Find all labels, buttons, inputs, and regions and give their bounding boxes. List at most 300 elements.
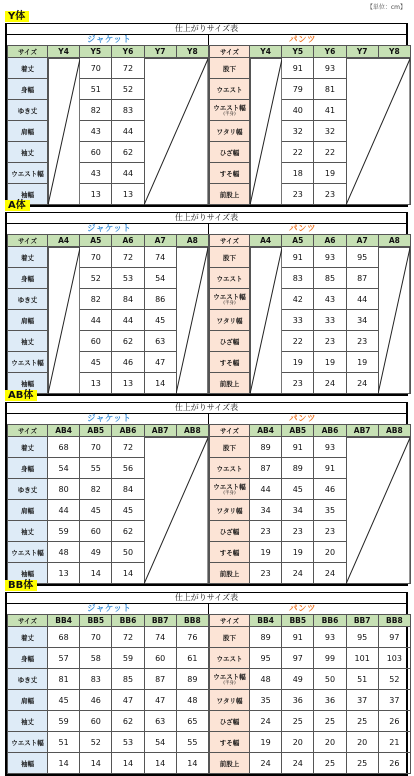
empty-size-cell bbox=[378, 121, 410, 142]
size-header-cell: A6 bbox=[112, 235, 144, 247]
measurement-value: 23 bbox=[282, 184, 314, 205]
measurement-label bbox=[8, 711, 48, 732]
measurement-value: 49 bbox=[80, 542, 112, 563]
measurement-value: 83 bbox=[80, 669, 112, 690]
measurement-value: 24 bbox=[282, 753, 314, 774]
size-header-row bbox=[210, 46, 411, 58]
sheet-header: 仕上がりサイズ表 bbox=[7, 24, 406, 35]
empty-size-cell bbox=[48, 247, 80, 268]
measurement-row bbox=[8, 289, 209, 310]
measurement-label-text: ウエスト幅 bbox=[11, 169, 44, 178]
size-column-label: サイズ bbox=[8, 46, 48, 58]
measurement-label-note: (半身) bbox=[223, 681, 236, 686]
measurement-label bbox=[210, 732, 250, 753]
measurement-value: 93 bbox=[314, 437, 346, 458]
measurement-value: 51 bbox=[80, 79, 112, 100]
measurement-label bbox=[8, 479, 48, 500]
measurement-row bbox=[8, 479, 209, 500]
measurement-value: 62 bbox=[112, 331, 144, 352]
measurement-row bbox=[210, 627, 411, 648]
measurement-value: 35 bbox=[314, 500, 346, 521]
measurement-label bbox=[210, 437, 250, 458]
measurement-value: 44 bbox=[80, 310, 112, 331]
empty-size-cell bbox=[378, 247, 410, 268]
measurement-value: 86 bbox=[144, 289, 176, 310]
measurement-value: 49 bbox=[282, 669, 314, 690]
size-sheet bbox=[5, 212, 408, 396]
empty-size-cell bbox=[346, 121, 378, 142]
measurement-value: 99 bbox=[314, 648, 346, 669]
empty-size-cell bbox=[250, 331, 282, 352]
measurement-value: 44 bbox=[112, 310, 144, 331]
measurement-label-text: ウエスト幅 bbox=[11, 358, 44, 367]
empty-size-cell bbox=[250, 100, 282, 121]
measurement-value: 20 bbox=[314, 542, 346, 563]
size-header-cell: Y7 bbox=[144, 46, 176, 58]
measurement-value: 26 bbox=[378, 753, 410, 774]
sheet-header: 仕上がりサイズ表 bbox=[7, 403, 406, 414]
measurement-value: 60 bbox=[80, 142, 112, 163]
measurement-label-text: 肩幅 bbox=[21, 127, 34, 136]
measurement-row bbox=[210, 711, 411, 732]
pants-table-block bbox=[209, 414, 410, 584]
size-sheet bbox=[5, 402, 408, 586]
measurement-value: 85 bbox=[112, 669, 144, 690]
measurement-label-text: ウエスト幅 bbox=[213, 293, 246, 301]
size-header-cell: Y5 bbox=[80, 46, 112, 58]
empty-size-cell bbox=[378, 500, 410, 521]
measurement-value: 51 bbox=[48, 732, 80, 753]
measurement-value: 59 bbox=[112, 648, 144, 669]
size-header-cell: Y6 bbox=[314, 46, 346, 58]
empty-size-cell bbox=[176, 58, 208, 79]
measurement-value: 89 bbox=[250, 627, 282, 648]
measurement-value: 95 bbox=[250, 648, 282, 669]
measurement-value: 25 bbox=[314, 711, 346, 732]
empty-size-cell bbox=[48, 289, 80, 310]
measurement-row bbox=[8, 437, 209, 458]
measurement-value: 65 bbox=[176, 711, 208, 732]
empty-size-cell bbox=[378, 437, 410, 458]
empty-size-cell bbox=[378, 289, 410, 310]
measurement-value: 32 bbox=[314, 121, 346, 142]
measurement-label-text: ウエスト幅 bbox=[11, 548, 44, 557]
measurement-label-text: 袖丈 bbox=[21, 527, 34, 536]
empty-size-cell bbox=[48, 58, 80, 79]
measurement-label-text: 肩幅 bbox=[21, 316, 34, 325]
sheet-header: 仕上がりサイズ表 bbox=[7, 593, 406, 604]
body-type-section bbox=[5, 190, 408, 396]
empty-size-cell bbox=[378, 268, 410, 289]
measurement-value: 89 bbox=[176, 669, 208, 690]
size-header-cell: AB4 bbox=[250, 425, 282, 437]
jacket-size-table bbox=[7, 424, 209, 584]
measurement-value: 45 bbox=[80, 500, 112, 521]
measurement-row bbox=[8, 690, 209, 711]
measurement-label-text: 袖幅 bbox=[21, 379, 34, 388]
empty-size-cell bbox=[378, 100, 410, 121]
measurement-label-text: ウエスト幅 bbox=[213, 483, 246, 491]
measurement-value: 53 bbox=[112, 268, 144, 289]
measurement-row bbox=[8, 732, 209, 753]
empty-size-cell bbox=[378, 542, 410, 563]
measurement-value: 18 bbox=[282, 163, 314, 184]
measurement-value: 68 bbox=[48, 627, 80, 648]
measurement-value: 97 bbox=[282, 648, 314, 669]
empty-size-cell bbox=[176, 521, 208, 542]
measurement-label bbox=[210, 142, 250, 163]
measurement-value: 25 bbox=[314, 753, 346, 774]
empty-size-cell bbox=[346, 79, 378, 100]
measurement-label-text: ゆき丈 bbox=[17, 675, 38, 684]
measurement-value: 32 bbox=[282, 121, 314, 142]
measurement-value: 48 bbox=[250, 669, 282, 690]
empty-size-cell bbox=[176, 163, 208, 184]
measurement-value: 45 bbox=[80, 352, 112, 373]
measurement-value: 37 bbox=[346, 690, 378, 711]
empty-size-cell bbox=[346, 58, 378, 79]
measurement-value: 76 bbox=[176, 627, 208, 648]
measurement-value: 23 bbox=[314, 331, 346, 352]
measurement-value: 55 bbox=[80, 458, 112, 479]
measurement-value: 20 bbox=[346, 732, 378, 753]
measurement-value: 14 bbox=[48, 753, 80, 774]
measurement-value: 70 bbox=[80, 247, 112, 268]
size-header-cell: Y4 bbox=[250, 46, 282, 58]
measurement-value: 24 bbox=[282, 563, 314, 584]
measurement-label-note: (半身) bbox=[223, 112, 236, 117]
measurement-row bbox=[210, 268, 411, 289]
size-header-cell: BB8 bbox=[378, 615, 410, 627]
measurement-row bbox=[210, 331, 411, 352]
measurement-label bbox=[210, 627, 250, 648]
measurement-value: 45 bbox=[144, 310, 176, 331]
measurement-label bbox=[8, 163, 48, 184]
measurement-value: 42 bbox=[282, 289, 314, 310]
empty-size-cell bbox=[48, 163, 80, 184]
unit-note: 【単位：cm】 bbox=[366, 4, 406, 11]
empty-size-cell bbox=[378, 479, 410, 500]
empty-size-cell bbox=[144, 121, 176, 142]
empty-size-cell bbox=[378, 352, 410, 373]
empty-size-cell bbox=[48, 100, 80, 121]
measurement-value: 81 bbox=[48, 669, 80, 690]
size-header-cell: A5 bbox=[80, 235, 112, 247]
empty-size-cell bbox=[144, 542, 176, 563]
pants-group-title: パンツ bbox=[289, 414, 317, 424]
measurement-label-text: 身幅 bbox=[21, 654, 34, 663]
measurement-value: 22 bbox=[282, 331, 314, 352]
measurement-label bbox=[8, 268, 48, 289]
empty-size-cell bbox=[144, 58, 176, 79]
size-header-cell: A4 bbox=[48, 235, 80, 247]
measurement-value: 44 bbox=[346, 289, 378, 310]
measurement-row bbox=[8, 163, 209, 184]
measurement-value: 44 bbox=[48, 500, 80, 521]
measurement-value: 60 bbox=[144, 648, 176, 669]
measurement-label bbox=[210, 268, 250, 289]
size-header-row bbox=[210, 235, 411, 247]
empty-size-cell bbox=[144, 100, 176, 121]
measurement-label bbox=[210, 310, 250, 331]
size-header-cell: AB5 bbox=[282, 425, 314, 437]
measurement-value: 72 bbox=[112, 58, 144, 79]
measurement-value: 82 bbox=[80, 100, 112, 121]
size-header-cell: A4 bbox=[250, 235, 282, 247]
jacket-size-table bbox=[7, 234, 209, 394]
measurement-label bbox=[8, 121, 48, 142]
pants-size-table bbox=[209, 234, 411, 394]
measurement-value: 54 bbox=[144, 268, 176, 289]
measurement-row bbox=[210, 753, 411, 774]
size-header-cell: BB7 bbox=[144, 615, 176, 627]
size-header-cell: BB8 bbox=[176, 615, 208, 627]
measurement-label bbox=[210, 352, 250, 373]
empty-size-cell bbox=[346, 100, 378, 121]
size-header-cell: AB4 bbox=[48, 425, 80, 437]
measurement-label bbox=[8, 648, 48, 669]
measurement-value: 54 bbox=[48, 458, 80, 479]
measurement-value: 62 bbox=[112, 711, 144, 732]
measurement-label-text: すそ幅 bbox=[219, 548, 240, 557]
empty-size-cell bbox=[176, 268, 208, 289]
size-header-cell: A7 bbox=[346, 235, 378, 247]
empty-size-cell bbox=[378, 79, 410, 100]
measurement-value: 44 bbox=[112, 121, 144, 142]
measurement-value: 48 bbox=[176, 690, 208, 711]
size-header-cell: Y7 bbox=[346, 46, 378, 58]
measurement-label-text: 袖丈 bbox=[21, 148, 34, 157]
measurement-row bbox=[8, 331, 209, 352]
size-column-label: サイズ bbox=[8, 235, 48, 247]
measurement-label bbox=[210, 753, 250, 774]
empty-size-cell bbox=[176, 500, 208, 521]
measurement-value: 91 bbox=[282, 627, 314, 648]
measurement-label-text: すそ幅 bbox=[219, 169, 240, 178]
size-header-cell: Y5 bbox=[282, 46, 314, 58]
measurement-label-text: 肩幅 bbox=[21, 696, 34, 705]
measurement-label bbox=[210, 500, 250, 521]
jacket-group-title: ジャケット bbox=[87, 604, 132, 614]
body-type-title: Y体 bbox=[5, 11, 29, 22]
measurement-label-note: (半身) bbox=[223, 301, 236, 306]
empty-size-cell bbox=[250, 58, 282, 79]
measurement-value: 50 bbox=[314, 669, 346, 690]
measurement-value: 13 bbox=[48, 563, 80, 584]
measurement-row bbox=[210, 100, 411, 121]
sheet-halves bbox=[7, 35, 406, 205]
empty-size-cell bbox=[176, 437, 208, 458]
body-type-section bbox=[5, 4, 408, 207]
measurement-value: 34 bbox=[346, 310, 378, 331]
measurement-value: 70 bbox=[80, 627, 112, 648]
measurement-label bbox=[210, 247, 250, 268]
measurement-value: 23 bbox=[282, 373, 314, 394]
measurement-value: 53 bbox=[112, 732, 144, 753]
measurement-label bbox=[8, 627, 48, 648]
measurement-value: 23 bbox=[346, 331, 378, 352]
body-type-title: BB体 bbox=[5, 580, 37, 591]
empty-size-cell bbox=[48, 268, 80, 289]
size-header-cell: AB5 bbox=[80, 425, 112, 437]
measurement-value: 20 bbox=[282, 732, 314, 753]
empty-size-cell bbox=[48, 121, 80, 142]
measurement-label-text: 身幅 bbox=[21, 85, 34, 94]
measurement-row bbox=[8, 310, 209, 331]
jacket-size-table bbox=[7, 614, 209, 774]
measurement-value: 97 bbox=[378, 627, 410, 648]
size-header-cell: AB7 bbox=[346, 425, 378, 437]
empty-size-cell bbox=[144, 458, 176, 479]
measurement-value: 23 bbox=[314, 184, 346, 205]
measurement-label bbox=[210, 521, 250, 542]
measurement-value: 89 bbox=[250, 437, 282, 458]
size-header-row bbox=[8, 615, 209, 627]
measurement-value: 91 bbox=[282, 437, 314, 458]
size-header-cell: BB7 bbox=[346, 615, 378, 627]
measurement-value: 19 bbox=[314, 352, 346, 373]
measurement-row bbox=[210, 648, 411, 669]
size-header-cell: A8 bbox=[378, 235, 410, 247]
measurement-value: 57 bbox=[48, 648, 80, 669]
size-header-cell: BB6 bbox=[314, 615, 346, 627]
measurement-value: 24 bbox=[314, 563, 346, 584]
measurement-label-text: 身幅 bbox=[21, 274, 34, 283]
measurement-row bbox=[8, 247, 209, 268]
empty-size-cell bbox=[144, 500, 176, 521]
empty-size-cell bbox=[176, 100, 208, 121]
empty-size-cell bbox=[144, 479, 176, 500]
measurement-row bbox=[8, 669, 209, 690]
measurement-label-text: ワタリ幅 bbox=[216, 696, 243, 705]
measurement-row bbox=[210, 458, 411, 479]
measurement-value: 33 bbox=[314, 310, 346, 331]
measurement-label-text: ゆき丈 bbox=[17, 295, 38, 304]
measurement-value: 22 bbox=[282, 142, 314, 163]
measurement-label bbox=[8, 142, 48, 163]
measurement-value: 34 bbox=[250, 500, 282, 521]
measurement-value: 20 bbox=[314, 732, 346, 753]
jacket-table-block bbox=[7, 224, 209, 394]
pants-table-block bbox=[209, 224, 410, 394]
measurement-row bbox=[8, 79, 209, 100]
measurement-row bbox=[8, 753, 209, 774]
pants-size-table bbox=[209, 424, 411, 584]
empty-size-cell bbox=[250, 142, 282, 163]
empty-size-cell bbox=[250, 268, 282, 289]
jacket-table-block bbox=[7, 35, 209, 205]
measurement-label-text: 袖丈 bbox=[21, 337, 34, 346]
measurement-row bbox=[210, 669, 411, 690]
measurement-value: 13 bbox=[80, 184, 112, 205]
measurement-row bbox=[8, 521, 209, 542]
measurement-value: 47 bbox=[144, 690, 176, 711]
measurement-value: 83 bbox=[112, 100, 144, 121]
measurement-value: 23 bbox=[282, 521, 314, 542]
measurement-row bbox=[210, 437, 411, 458]
size-column-label: サイズ bbox=[210, 46, 250, 58]
measurement-label-text: すそ幅 bbox=[219, 738, 240, 747]
measurement-row bbox=[8, 100, 209, 121]
measurement-label-note: (半身) bbox=[223, 491, 236, 496]
measurement-label-text: ひざ幅 bbox=[219, 717, 240, 726]
measurement-row bbox=[210, 121, 411, 142]
measurement-label-text: ワタリ幅 bbox=[216, 316, 243, 325]
measurement-value: 48 bbox=[48, 542, 80, 563]
measurement-label bbox=[210, 121, 250, 142]
measurement-value: 101 bbox=[346, 648, 378, 669]
measurement-value: 72 bbox=[112, 627, 144, 648]
measurement-label-text: ウエスト bbox=[216, 654, 243, 663]
measurement-value: 84 bbox=[112, 479, 144, 500]
measurement-label bbox=[210, 542, 250, 563]
measurement-value: 23 bbox=[250, 521, 282, 542]
size-column-label: サイズ bbox=[8, 615, 48, 627]
empty-size-cell bbox=[176, 289, 208, 310]
measurement-value: 72 bbox=[112, 247, 144, 268]
measurement-label bbox=[210, 289, 250, 310]
measurement-value: 91 bbox=[282, 58, 314, 79]
body-type-title: AB体 bbox=[5, 390, 37, 401]
jacket-group-title: ジャケット bbox=[87, 224, 132, 234]
pants-size-table bbox=[209, 45, 411, 205]
jacket-table-block bbox=[7, 604, 209, 774]
empty-size-cell bbox=[48, 331, 80, 352]
size-header-row bbox=[210, 425, 411, 437]
measurement-label-text: 着丈 bbox=[21, 253, 34, 262]
measurement-row bbox=[210, 352, 411, 373]
jacket-group-title: ジャケット bbox=[87, 35, 132, 45]
empty-size-cell bbox=[378, 163, 410, 184]
measurement-label-text: すそ幅 bbox=[219, 358, 240, 367]
measurement-value: 14 bbox=[112, 753, 144, 774]
empty-size-cell bbox=[346, 542, 378, 563]
measurement-row bbox=[8, 500, 209, 521]
empty-size-cell bbox=[144, 163, 176, 184]
measurement-label bbox=[8, 100, 48, 121]
measurement-value: 87 bbox=[144, 669, 176, 690]
empty-size-cell bbox=[144, 79, 176, 100]
empty-size-cell bbox=[144, 142, 176, 163]
measurement-value: 54 bbox=[144, 732, 176, 753]
measurement-value: 13 bbox=[112, 184, 144, 205]
measurement-label-text: ウエスト幅 bbox=[213, 673, 246, 681]
measurement-label-text: 身幅 bbox=[21, 464, 34, 473]
measurement-label bbox=[8, 669, 48, 690]
measurement-value: 70 bbox=[80, 437, 112, 458]
size-column-label: サイズ bbox=[210, 235, 250, 247]
measurement-row bbox=[8, 121, 209, 142]
size-header-cell: AB8 bbox=[176, 425, 208, 437]
measurement-value: 47 bbox=[144, 352, 176, 373]
measurement-label-text: ひざ幅 bbox=[219, 337, 240, 346]
measurement-label bbox=[8, 732, 48, 753]
measurement-value: 50 bbox=[112, 542, 144, 563]
size-header-cell: BB4 bbox=[48, 615, 80, 627]
empty-size-cell bbox=[176, 310, 208, 331]
measurement-row bbox=[8, 352, 209, 373]
body-type-title: A体 bbox=[5, 200, 30, 211]
size-sheet bbox=[5, 23, 408, 207]
measurement-row bbox=[8, 458, 209, 479]
measurement-label-text: 袖丈 bbox=[21, 717, 34, 726]
measurement-label bbox=[210, 669, 250, 690]
measurement-label-text: ウエスト bbox=[216, 464, 243, 473]
size-column-label: サイズ bbox=[210, 615, 250, 627]
measurement-label-text: 股下 bbox=[223, 443, 236, 452]
measurement-value: 82 bbox=[80, 479, 112, 500]
measurement-label bbox=[210, 58, 250, 79]
